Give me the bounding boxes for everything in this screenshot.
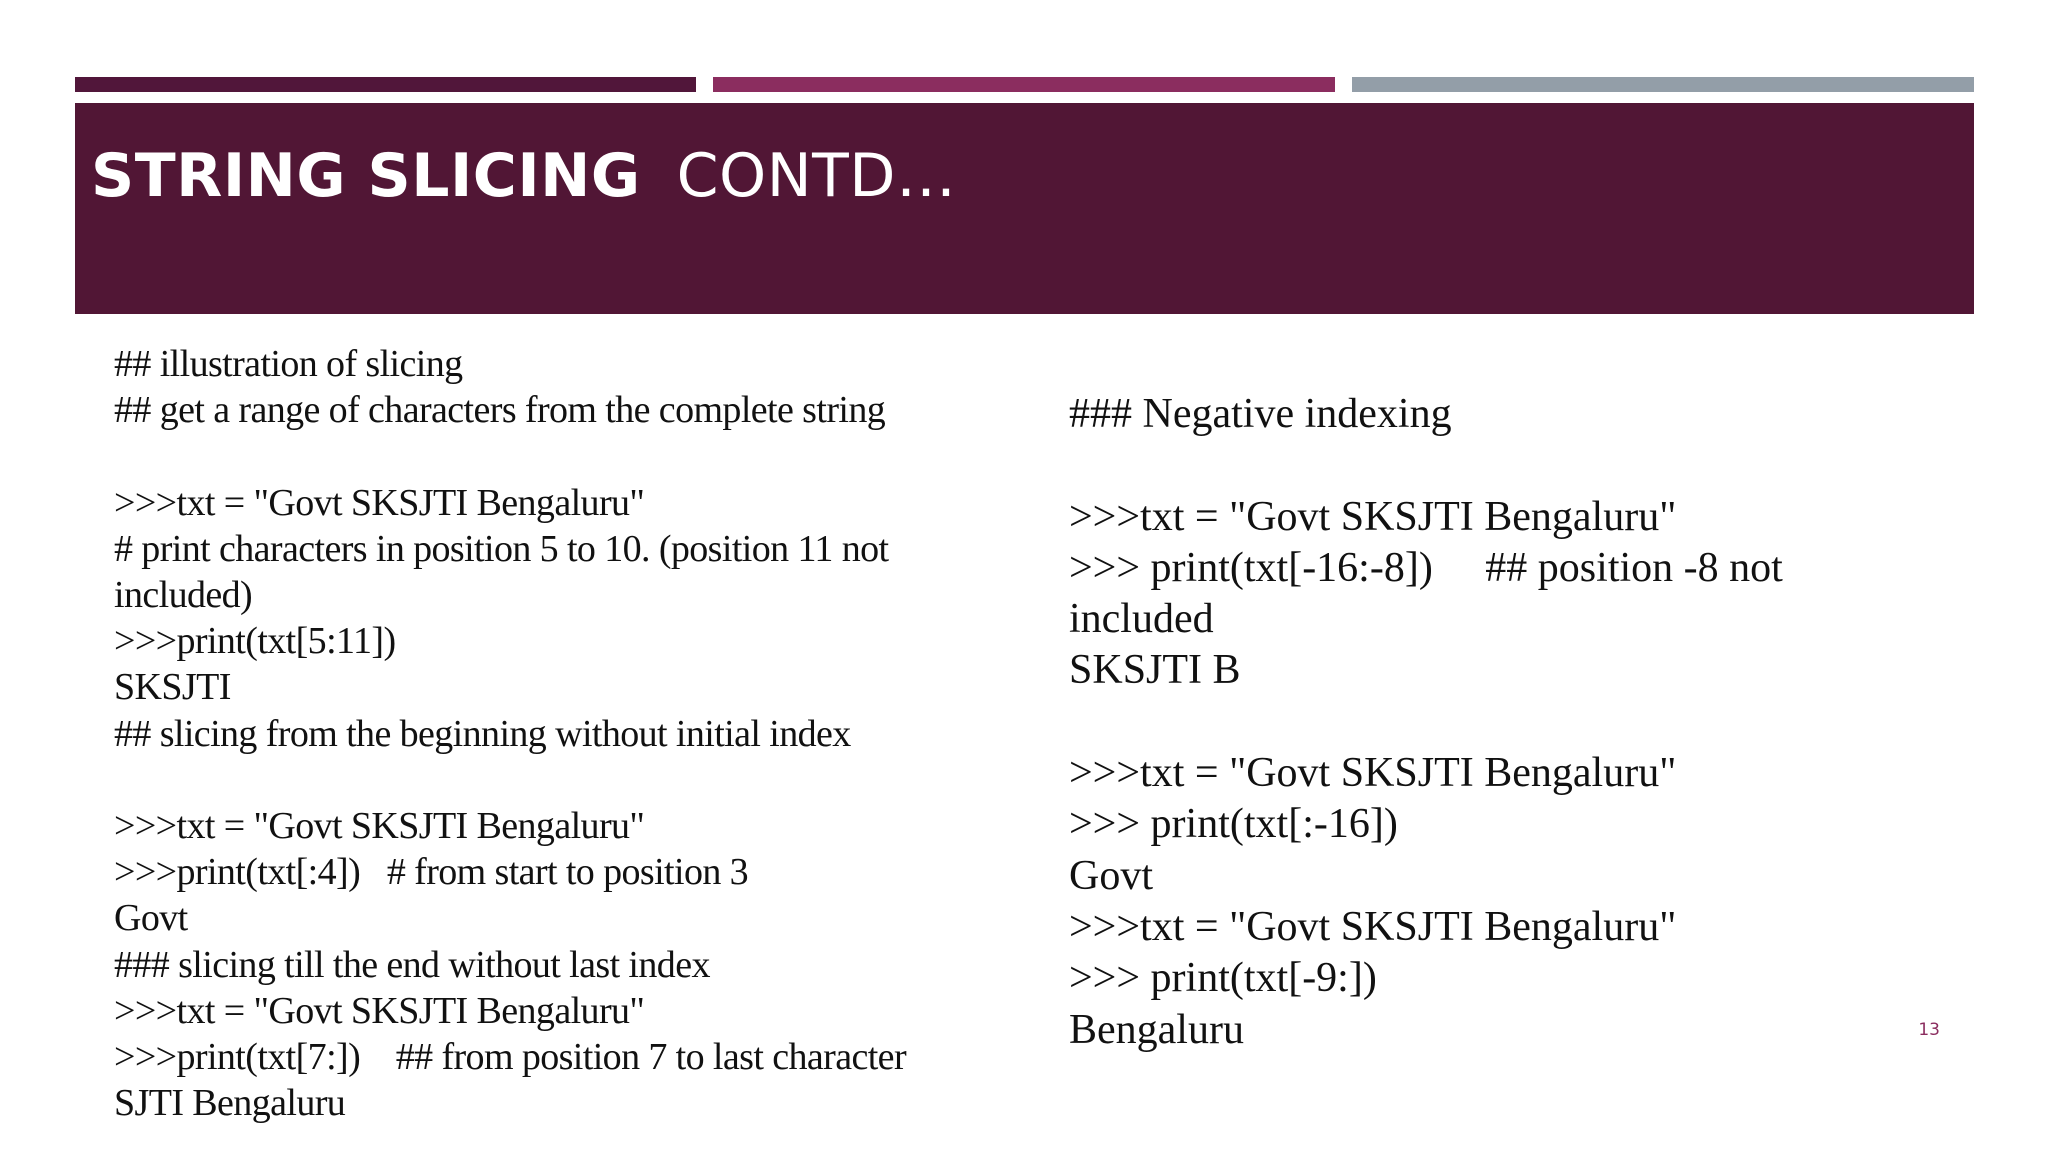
text-line: >>>print(txt[7:]) ## from position 7 to last character	[114, 1036, 907, 1079]
text-line: # print characters in position 5 to 10. (position 11 not	[114, 527, 889, 570]
text-line: >>> print(txt[:-16])	[1069, 801, 1398, 848]
accent-bar-dark	[75, 77, 696, 92]
text-line: SKSJTI B	[1069, 647, 1241, 694]
left-column-code-notes	[114, 341, 974, 1126]
blank-line	[1069, 440, 1869, 491]
text-line: >>>txt = "Govt SKSJTI Bengaluru"	[114, 481, 645, 524]
text-line: ### Negative indexing	[1069, 391, 1452, 437]
page-number: 13	[1918, 1020, 1940, 1040]
text-line: Govt	[114, 897, 188, 940]
accent-bar-gray	[1352, 77, 1974, 92]
text-line: >>>txt = "Govt SKSJTI Bengaluru"	[1069, 750, 1677, 797]
text-line: ### slicing till the end without last index	[114, 943, 710, 986]
text-line: >>>txt = "Govt SKSJTI Bengaluru"	[1069, 493, 1677, 540]
text-line: >>>txt = "Govt SKSJTI Bengaluru"	[1069, 903, 1677, 950]
text-line: SJTI Bengaluru	[114, 1082, 346, 1125]
slide-title	[91, 141, 956, 211]
text-line: >>>print(txt[5:11])	[114, 620, 396, 663]
blank-line	[1069, 697, 1869, 748]
title-band	[75, 103, 1974, 314]
slide-title-suffix: CONTD…	[676, 141, 957, 211]
text-line: ## illustration of slicing	[114, 343, 463, 385]
blank-line	[114, 757, 974, 803]
slide-title-main: STRING SLICING	[91, 141, 641, 211]
text-line: >>> print(txt[-16:-8]) ## position -8 not	[1069, 544, 1783, 591]
right-column-negative-indexing	[1069, 389, 1869, 1056]
text-line: ## slicing from the beginning without initial index	[114, 712, 851, 755]
text-line: Bengaluru	[1069, 1006, 1244, 1053]
text-line: >>>print(txt[:4]) # from start to position 3	[114, 851, 749, 894]
text-line: ## get a range of characters from the complete string	[114, 389, 886, 432]
text-line: >>> print(txt[-9:])	[1069, 955, 1377, 1002]
accent-bar-magenta	[713, 77, 1335, 92]
text-line: Govt	[1069, 852, 1153, 899]
text-line: included	[1069, 596, 1214, 643]
text-line: >>>txt = "Govt SKSJTI Bengaluru"	[114, 805, 645, 847]
text-line: SKSJTI	[114, 666, 231, 709]
text-line: >>>txt = "Govt SKSJTI Bengaluru"	[114, 989, 645, 1032]
blank-line	[114, 433, 974, 479]
text-line: included)	[114, 574, 253, 616]
